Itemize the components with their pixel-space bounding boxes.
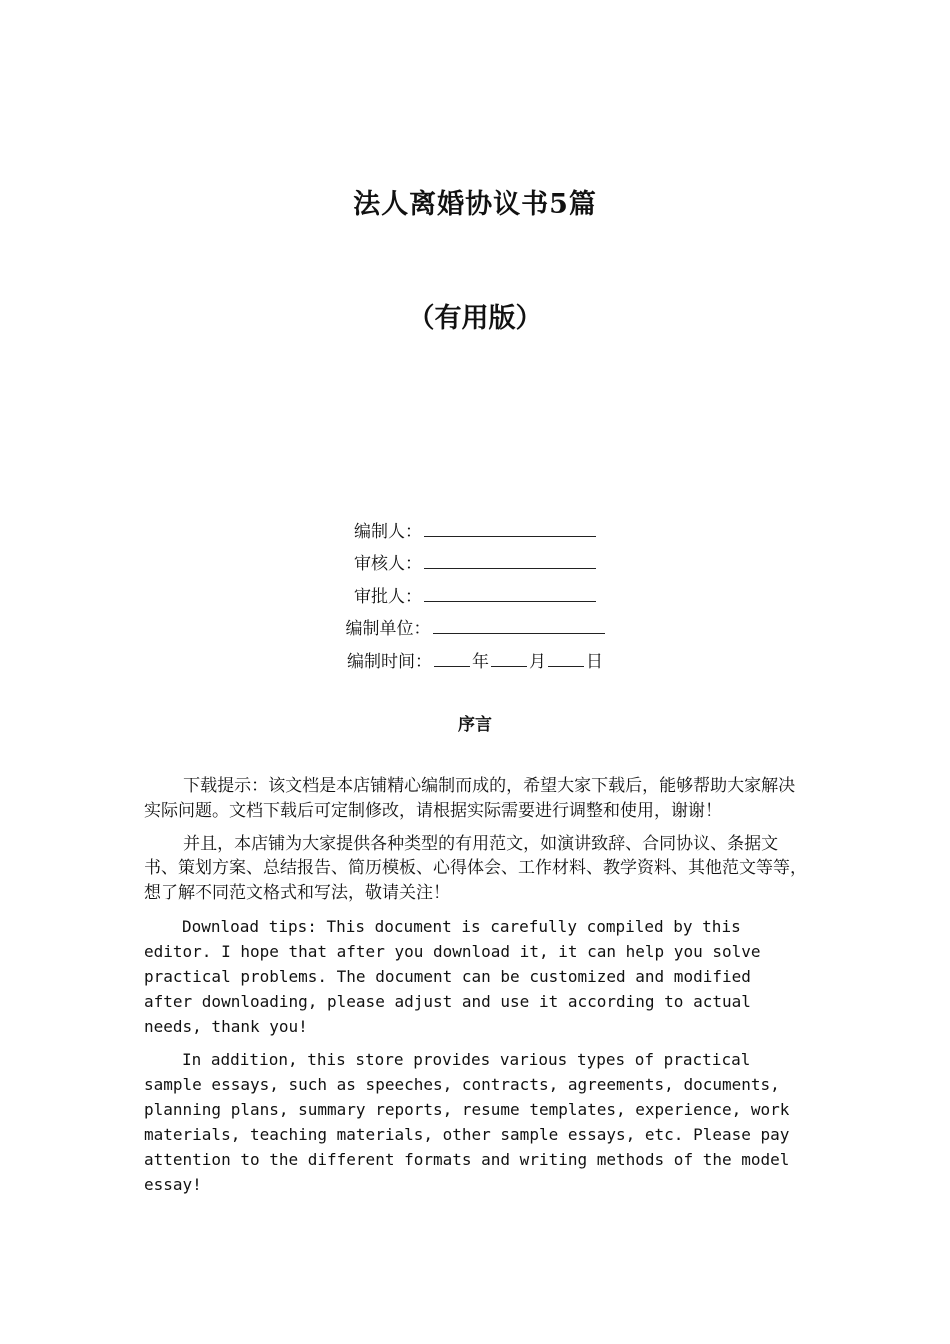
approver-row (0, 581, 950, 613)
preface-paragraph-addition-en: In addition, this store provides various types of practical sample essays, such as speeches, contracts, agreements, documents, planning plans, summary reports, resume templates, experience, work materials, teaching materials, other sample essays, etc. Please pay attention to the different formats and writing methods of the model essay! (144, 1049, 790, 1194)
month-label: 月 (529, 651, 546, 672)
year-blank (434, 648, 470, 667)
day-label: 日 (586, 651, 603, 672)
preface-paragraph-download-tip-zh: 下载提示：该文档是本店铺精心编制而成的，希望大家下载后，能够帮助大家解决实际问题。文档下载后可定制修改，请根据实际需要进行调整和使用，谢谢！ (144, 776, 796, 821)
unit-label: 编制单位： (345, 619, 431, 640)
reviewer-row (0, 548, 950, 580)
document-subtitle: （有用版） (407, 303, 543, 334)
preface-body (144, 774, 808, 1205)
editor-blank (424, 518, 596, 537)
preface-paragraph-addition-zh: 并且，本店铺为大家提供各种类型的有用范文，如演讲致辞、合同协议、条据文书、策划方案、总结报告、简历模板、心得体会、工作材料、教学资料、其他范文等等，想了解不同范文格式和写法，敬请关注！ (144, 833, 807, 904)
preface-paragraph-download-tip-en: Download tips: This document is carefully compiled by this editor. I hope that after you download it, it can help you solve practical problems. The document can be customized and modified after downloading, please adjust and use it according to actual needs, thank you! (144, 916, 761, 1036)
year-label: 年 (472, 651, 489, 672)
unit-row (0, 613, 950, 645)
unit-blank (433, 615, 605, 634)
document-title: 法人离婚协议书5篇 (353, 189, 597, 220)
approver-blank (424, 583, 596, 602)
approver-label: 审批人： (354, 586, 422, 607)
reviewer-label: 审核人： (354, 554, 422, 575)
reviewer-blank (424, 550, 596, 569)
editor-label: 编制人： (354, 522, 422, 542)
preface-heading: 序言 (458, 715, 492, 735)
editor-row (0, 516, 950, 548)
time-row (0, 646, 950, 678)
time-label: 编制时间： (347, 651, 432, 672)
month-blank (491, 648, 527, 667)
day-blank (548, 648, 584, 667)
signoff-block (0, 516, 950, 678)
